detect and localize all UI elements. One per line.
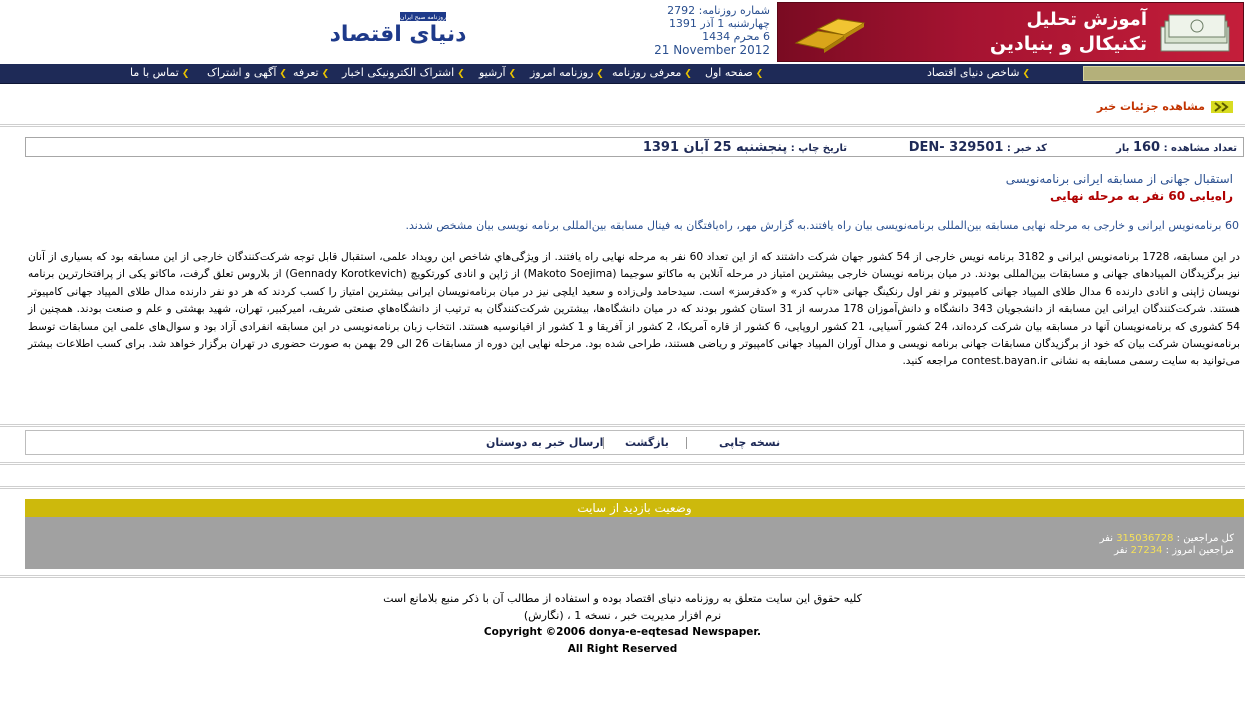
- nav-today[interactable]: ❯روزنامه امروز: [530, 66, 604, 79]
- chevron-icon: ❯: [1022, 69, 1031, 79]
- footer-rights: کلیه حقوق این سایت متعلق به روزنامه دنیای اقتصاد بوده و استفاده از مطالب آن با ذکر منبع بلامانع است: [383, 592, 862, 605]
- money-stack-image: [1157, 9, 1235, 57]
- article-tools: [25, 430, 1244, 455]
- chevron-icon: ❯: [755, 69, 764, 79]
- double-chevron-icon: [1211, 101, 1233, 113]
- view-count: تعداد مشاهده : 160 بار: [1116, 140, 1237, 155]
- nav-contact[interactable]: ❯تماس با ما: [130, 66, 190, 79]
- site-header: [0, 0, 1245, 64]
- chevron-icon: ❯: [457, 69, 465, 79]
- divider: [0, 485, 1245, 489]
- back-link[interactable]: بازگشت: [625, 436, 669, 449]
- issue-number: شماره روزنامه: 2792: [667, 4, 770, 17]
- total-visitors: کل مراجعین : 315036728 نفر: [1099, 533, 1234, 544]
- today-visitors: مراجعین امروز : 27234 نفر: [1114, 545, 1234, 556]
- footer-reserved: All Right Reserved: [567, 643, 678, 655]
- nav-archive[interactable]: ❯آرشیو: [479, 66, 517, 79]
- section-heading: مشاهده جزئیات خبر: [1097, 100, 1233, 116]
- nav-tariff[interactable]: ❯تعرفه: [293, 66, 330, 79]
- divider: [0, 423, 1245, 427]
- chevron-icon: ❯: [279, 69, 287, 79]
- site-logo[interactable]: [304, 10, 492, 44]
- nav-subscription[interactable]: ❯اشتراک الکترونیکی اخبار: [342, 66, 465, 79]
- separator: [686, 437, 687, 449]
- chevron-icon: ❯: [596, 69, 604, 79]
- issue-info: [650, 4, 770, 57]
- nav-home[interactable]: ❯صفحه اول: [705, 66, 764, 79]
- divider: [0, 123, 1245, 127]
- divider: [0, 461, 1245, 465]
- nav-ads[interactable]: ❯آگهی و اشتراک: [207, 66, 287, 79]
- chevron-icon: ❯: [321, 69, 330, 79]
- news-meta: [25, 137, 1244, 157]
- chevron-icon: ❯: [684, 69, 692, 79]
- gold-bars-image: [788, 13, 878, 53]
- site-footer: [0, 590, 1245, 658]
- issue-weekday-date: چهارشنبه 1 آذر 1391: [668, 17, 770, 30]
- visit-stats: [25, 517, 1244, 569]
- footer-copyright: Copyright ©2006 donya-e-eqtesad Newspaper.: [483, 626, 762, 638]
- chevron-icon: ❯: [181, 69, 190, 79]
- print-version-link[interactable]: نسخه چاپی: [719, 436, 781, 449]
- nav-index-link[interactable]: ❯شاخص دنیای اقتصاد: [927, 66, 1031, 79]
- news-code: کد خبر : DEN- 329501: [908, 140, 1047, 155]
- nav-search-box[interactable]: [1083, 66, 1245, 81]
- nav-about[interactable]: ❯معرفی روزنامه: [612, 66, 692, 79]
- ad-banner[interactable]: [777, 2, 1244, 62]
- visit-stats-title: وضعیت بازدید از سایت: [25, 499, 1244, 517]
- footer-software: نرم افزار مدیریت خبر ، نسخه 1 ، (نگارش): [523, 609, 722, 622]
- article-headline: راه‌یابی 60 نفر به مرحله نهایی: [1049, 189, 1233, 203]
- logo-name: دنیای اقتصاد: [329, 22, 467, 44]
- logo-tagline: روزنامه صبح ایران: [400, 14, 446, 21]
- article-lead: 60 برنامه‌نویس ایرانی و خارجی به مرحله نهایی مسابقه بین‌المللی برنامه‌نویسی بیان راه یافتند.به گزارش مهر، راه‌یافتگان به فینال مسابقه بین‌المللی برنامه نویسی بیان مشخص شدند.: [405, 219, 1239, 232]
- article-subtitle: استقبال جهانی از مسابقه ایرانی برنامه‌نویسی: [1005, 172, 1233, 186]
- print-date: تاریخ چاپ : پنجشنبه 25 آبان 1391: [642, 140, 847, 155]
- article-body: در این مسابقه، 1728 برنامه‌نویس ایرانی و 3182 برنامه نویس خارجی از 54 کشور جهان شرکت داشتند که از این تعداد 60 نفر به مرحله نهایی راه یافتند. از ويژگی‌هاي شاخص اين رويداد علمی، استقبال قابل توجه شرکت‌کنندگان خارجی از این مسابقه بود که بسیاری از آنان نیز برگزیدگان المپیادهای جهانی و مسابقات بین‌المللی بودند. در میان برنامه نویسان خارجی بیشترین امتیاز در مرحله آنلاین به ماکاتو سوجیما (Makoto Soejima) از ژاپن و انادی کورتکویچ (Gennady Korotkevich) از بلاروس تعلق گرفت، ماکاتو یکی از پرافتخارترین برنامه نویسان ژاپنی و انادی دارنده 6 مدال طلای المپیاد جهانی کامپیوتر و نفر اول رنکینگ جهانی «تاپ کدر» و «کدفرسز» است. سیدحامد ولی‌زاده و سعید ایلچی نیز در میان برنامه‌نویسان ایرانی بیشترین امتیاز را کسب کردند که هر دو نفر دارنده مدال طلای المپیاد جهانی کامپیوتر هستند. شرکت‌کنندگان ایرانی این مسابقه از دانشجويان 343 دانشگاه و دانش‌آموزان 178 مدرسه از 31 استان کشور بودند که در میان دانشگاه‌ها، بیشترین شرکت‌کنندگان به ترتیب از دانشگاه‌هاي صنعتی شریف، امیرکبیر، تهران، شهید بهشتی و علم و صنعت بودند. همچنین از 54 کشوری که برنامه‌نویسان آنها در مسابقه بیان شرکت کرده‌اند، 24 کشور آسیایی، 21 کشور اروپایی، 6 کشور از قاره آمریکا، 2 کشور از آفریقا و 1 کشور از اقیانوسیه هستند. انتخاب زبان برنامه‌نویسی در این مسابقه انفرادی آزاد بود و سوال‌های علمی این مسابقات توسط برنامه‌نویسان شرکت بیان که خود از برگزیدگان مسابقات جهانی برنامه نویسی و مدال آوران المپیاد جهانی کامپیوتر و ریاضی هستند، طراحی شده بود. مرحله نهایی این دوره از مسابقات 26 الی 29 بهمن به صورت حضوری در تهران برگزار خواهد شد. برای کسب اطلاعات بیشتر می‌توانید به سایت رسمی مسابقه به نشانی contest.bayan.ir مراجعه کنید.: [28, 251, 1241, 368]
- banner-title-line1: آموزش تحلیل: [1026, 9, 1147, 30]
- issue-gregorian-date: 21 November 2012: [654, 43, 770, 57]
- send-to-friends-link[interactable]: ارسال خبر به دوستان: [486, 436, 604, 449]
- chevron-icon: ❯: [508, 69, 517, 79]
- issue-hijri-date: 6 محرم 1434: [702, 30, 770, 43]
- divider: [0, 574, 1245, 578]
- main-nav: [0, 64, 1245, 84]
- banner-title-line2: تکنیکال و بنیادین: [989, 33, 1147, 55]
